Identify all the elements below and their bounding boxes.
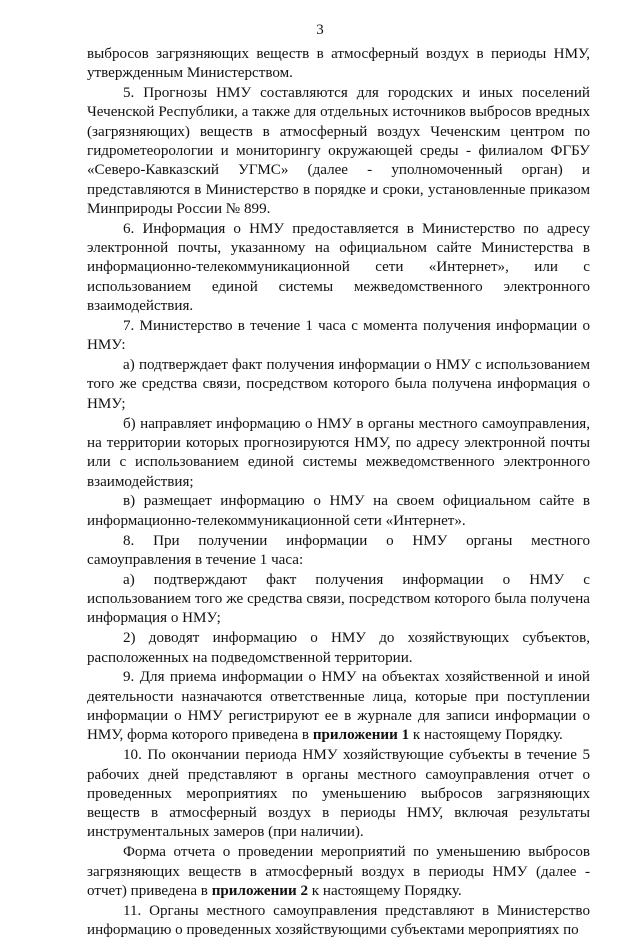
document-body [87,45,590,941]
paragraph-8a: а) подтверждают факт получения информации о НМУ с использованием того же средства связи, посредством которого была получена информация о НМУ; [87,571,590,627]
paragraph-continuation: выбросов загрязняющих веществ в атмосферный воздух в периоды НМУ, утвержденным Министерством. [87,46,590,82]
paragraph-9-tail: к настоящему Порядку. [409,727,563,744]
paragraph-10-form-tail: к настоящему Порядку. [308,882,462,899]
paragraph-11: 11. Органы местного самоуправления представляют в Министерство информацию о проведенных хозяйствующими субъектами мероприятиях по [87,902,590,939]
paragraph-6: 6. Информация о НМУ предоставляется в Министерство по адресу электронной почты, указанному на официальном сайте Министерства в информационно-телекоммуникационной сети «Интернет», или с использованием единой системы межведомственного электронного взаимодействия. [87,220,590,315]
paragraph-7: 7. Министерство в течение 1 часа с момента получения информации о НМУ: [87,317,590,354]
paragraph-7b: б) направляет информацию о НМУ в органы местного самоуправления, на территории которых прогнозируются НМУ, по адресу электронной почты или с использованием единой системы межведомственного электронного взаимодействия; [87,415,590,490]
appendix-2-reference: приложении 2 [211,882,308,899]
paragraph-8-2: 2) доводят информацию о НМУ до хозяйствующих субъектов, расположенных на подведомственной территории. [87,630,590,666]
paragraph-9 [87,668,590,745]
appendix-1-reference: приложении 1 [312,727,410,744]
paragraph-10-form-text: Форма отчета о проведении мероприятий по уменьшению выбросов загрязняющих веществ в атмосферный воздух в периоды НМУ (далее - отчет) приведена в [87,844,590,899]
paragraph-5: 5. Прогнозы НМУ составляются для городских и иных поселений Чеченской Республики, а также для отдельных источников выбросов вредных (загрязняющих) веществ в атмосферный воздух Чеченским центром по гидрометеорологии и мониторингу окружающей среды - филиалом ФГБУ «Северо-Кавказский УГМС» (далее - уполномоченный орган) и представляются в Министерство в порядке и сроки, установленные приказом Минприроды России № 899. [87,85,590,217]
paragraph-10: 10. По окончании периода НМУ хозяйствующие субъекты в течение 5 рабочих дней представляют в органы местного самоуправления отчет о проведенных мероприятиях по уменьшению выбросов загрязняющих веществ в атмосферный воздух в периоды НМУ, включая результаты инструментальных замеров (при наличии). [87,747,590,841]
paragraph-7c: в) размещает информацию о НМУ на своем официальном сайте в информационно-телекоммуникационной сети «Интернет». [87,493,590,529]
paragraph-8: 8. При получении информации о НМУ органы местного самоуправления в течение 1 часа: [87,532,590,568]
paragraph-9-text: 9. Для приема информации о НМУ на объектах хозяйственной и иной деятельности назначаются ответственные лица, которые при поступлении информации о НМУ регистрируют ее в журнале для записи информации о НМУ, форма которого приведена в [87,669,590,744]
paragraph-7a: а) подтверждает факт получения информации о НМУ с использованием того же средства связи, посредством которого была получена информация о НМУ; [87,357,590,412]
paragraph-10-form [87,843,590,901]
page-number: 3 [316,22,324,38]
